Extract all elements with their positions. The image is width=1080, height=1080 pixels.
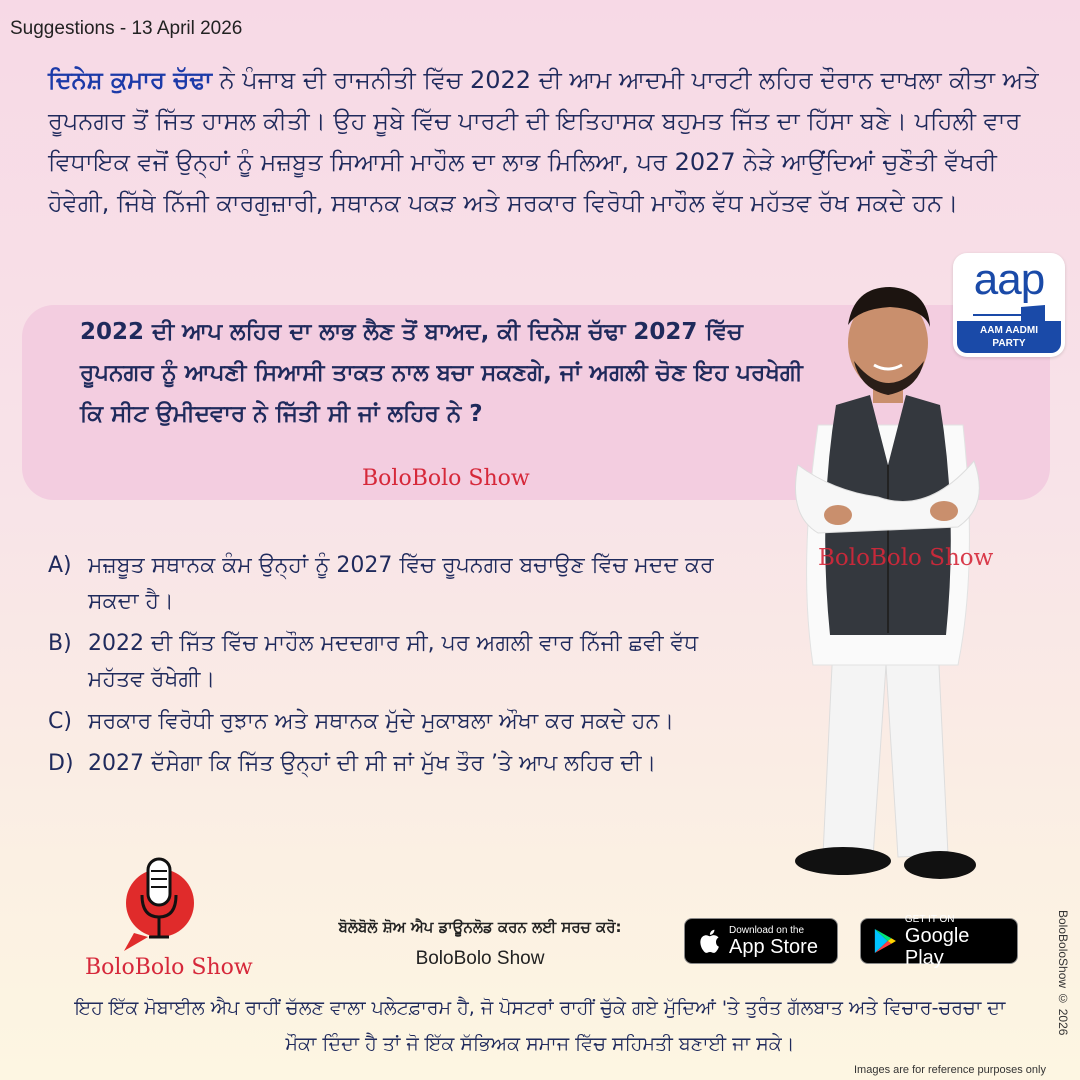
google-play-big: Google Play bbox=[904, 924, 970, 969]
disclaimer-text: Images are for reference purposes only bbox=[854, 1064, 1046, 1076]
aap-logo-line1: AAM AADMI bbox=[980, 325, 1038, 336]
aap-logo-band bbox=[957, 321, 1061, 353]
copyright-text: BoloBoloShow © 2026 bbox=[1056, 910, 1070, 1036]
aap-logo-short: aap bbox=[973, 255, 1045, 304]
option-text: ਮਜ਼ਬੂਤ ਸਥਾਨਕ ਕੰਮ ਉਨ੍ਹਾਂ ਨੂੰ 2027 ਵਿੱਚ ਰੂਪਨਗਰ ਬਚਾਉਣ ਵਿੱਚ ਮਦਦ ਕਰ ਸਕਦਾ ਹੈ। bbox=[88, 553, 714, 614]
option-text: ਸਰਕਾਰ ਵਿਰੋਧੀ ਰੁਝਾਨ ਅਤੇ ਸਥਾਨਕ ਮੁੱਦੇ ਮੁਕਾਬਲਾ ਔਖਾ ਕਰ ਸਕਦੇ ਹਨ। bbox=[88, 709, 675, 734]
search-instruction: ਬੋਲੋਬੋਲੋ ਸ਼ੋਅ ਐਪ ਡਾਊਨਲੋਡ ਕਰਨ ਲਈ ਸਰਚ ਕਰੋ: bbox=[338, 918, 622, 936]
microphone-icon bbox=[116, 855, 196, 955]
google-play-button[interactable] bbox=[860, 913, 1018, 969]
option-a bbox=[48, 548, 848, 620]
options-list bbox=[48, 548, 848, 788]
apple-icon bbox=[697, 927, 721, 955]
intro-text: ਨੇ ਪੰਜਾਬ ਦੀ ਰਾਜਨੀਤੀ ਵਿੱਚ 2022 ਦੀ ਆਮ ਆਦਮੀ ਪਾਰਟੀ ਲਹਿਰ ਦੌਰਾਨ ਦਾਖਲਾ ਕੀਤਾ ਅਤੇ ਰੂਪਨਗਰ ਤੋਂ ਜਿੱਤ ਹਾਸਲ ਕੀਤੀ। ਉਹ ਸੂਬੇ ਵਿੱਚ ਪਾਰਟੀ ਦੀ ਇਤਿਹਾਸਕ ਬਹੁਮਤ ਜਿੱਤ ਦਾ ਹਿੱਸਾ ਬਣੇ। ਪਹਿਲੀ ਵਾਰ ਵਿਧਾਇਕ ਵਜੋਂ ਉਨ੍ਹਾਂ ਨੂੰ ਮਜ਼ਬੂਤ ਸਿਆਸੀ ਮਾਹੌਲ ਦਾ ਲਾਭ ਮਿਲਿਆ, ਪਰ 2027 ਨੇੜੇ ਆਉਂਦਿਆਂ ਚੁਣੌਤੀ ਵੱਖਰੀ ਹੋਵੇਗੀ, ਜਿੱਥੇ ਨਿੱਜੀ ਕਾਰਗੁਜ਼ਾਰੀ, ਸਥਾਨਕ ਪਕੜ ਅਤੇ ਸਰਕਾਰ ਵਿਰੋਧੀ ਮਾਹੌਲ ਵੱਧ ਮਹੱਤਵ ਰੱਖ ਸਕਦੇ ਹਨ। bbox=[48, 66, 1039, 217]
date-line: Suggestions - 13 April 2026 bbox=[10, 18, 243, 39]
question-text: 2022 ਦੀ ਆਪ ਲਹਿਰ ਦਾ ਲਾਭ ਲੈਣ ਤੋਂ ਬਾਅਦ, ਕੀ ਦਿਨੇਸ਼ ਚੱਢਾ 2027 ਵਿੱਚ ਰੂਪਨਗਰ ਨੂੰ ਆਪਣੀ ਸਿਆਸੀ ਤਾਕਤ ਨਾਲ ਬਚਾ ਸਕਣਗੇ, ਜਾਂ ਅਗਲੀ ਚੋਣ ਇਹ ਪਰਖੇਗੀ ਕਿ ਸੀਟ ਉਮੀਦਵਾਰ ਨੇ ਜਿੱਤੀ ਸੀ ਜਾਂ ਲਹਿਰ ਨੇ ? bbox=[80, 319, 803, 427]
intro-paragraph bbox=[48, 60, 1048, 224]
aap-logo bbox=[953, 253, 1065, 357]
google-play-icon bbox=[873, 927, 897, 955]
brand-logo-text: BoloBolo Show bbox=[85, 955, 253, 980]
search-term: BoloBolo Show bbox=[415, 948, 545, 969]
option-c bbox=[48, 704, 848, 740]
option-b bbox=[48, 626, 848, 698]
option-d bbox=[48, 746, 848, 782]
option-letter: C) bbox=[48, 709, 72, 734]
app-store-button[interactable] bbox=[684, 918, 838, 964]
option-letter: A) bbox=[48, 553, 72, 578]
watermark-question: BoloBolo Show bbox=[362, 466, 530, 491]
watermark-photo: BoloBolo Show bbox=[818, 545, 994, 571]
option-letter: D) bbox=[48, 751, 74, 776]
aap-logo-line2: PARTY bbox=[992, 338, 1026, 349]
option-text: 2022 ਦੀ ਜਿੱਤ ਵਿੱਚ ਮਾਹੌਲ ਮਦਦਗਾਰ ਸੀ, ਪਰ ਅਗਲੀ ਵਾਰ ਨਿੱਜੀ ਛਵੀ ਵੱਧ ਮਹੱਤਵ ਰੱਖੇਗੀ। bbox=[88, 631, 699, 692]
politician-name: ਦਿਨੇਸ਼ ਕੁਮਾਰ ਚੱਢਾ bbox=[48, 66, 212, 94]
platform-description: ਇਹ ਇੱਕ ਮੋਬਾਈਲ ਐਪ ਰਾਹੀਂ ਚੱਲਣ ਵਾਲਾ ਪਲੇਟਫ਼ਾਰਮ ਹੈ, ਜੋ ਪੋਸਟਰਾਂ ਰਾਹੀਂ ਚੁੱਕੇ ਗਏ ਮੁੱਦਿਆਂ 'ਤੇ ਤੁਰੰਤ ਗੱਲਬਾਤ ਅਤੇ ਵਿਚਾਰ-ਚਰਚਾ ਦਾ ਮੌਕਾ ਦਿੰਦਾ ਹੈ ਤਾਂ ਜੋ ਇੱਕ ਸੱਭਿਅਕ ਸਮਾਜ ਵਿੱਚ ਸਹਿਮਤੀ ਬਣਾਈ ਜਾ ਸਕੇ। bbox=[74, 997, 1006, 1055]
option-text: 2027 ਦੱਸੇਗਾ ਕਿ ਜਿੱਤ ਉਨ੍ਹਾਂ ਦੀ ਸੀ ਜਾਂ ਮੁੱਖ ਤੌਰ ’ਤੇ ਆਪ ਲਹਿਰ ਦੀ। bbox=[88, 751, 657, 776]
app-store-big: App Store bbox=[729, 935, 818, 958]
option-letter: B) bbox=[48, 631, 72, 656]
google-play-small: GET IT ON bbox=[904, 913, 955, 925]
app-store-small: Download on the bbox=[729, 924, 805, 936]
